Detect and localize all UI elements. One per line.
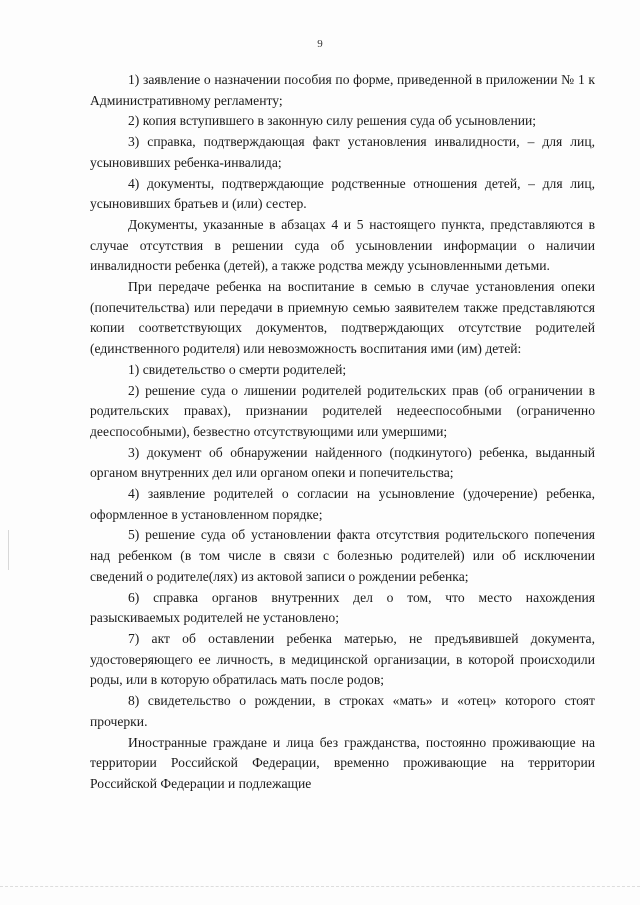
- paragraph: 2) копия вступившего в законную силу решения суда об усыновлении;: [128, 113, 537, 129]
- paragraph: 7) акт об оставлении ребенка матерью, не предъявившей документа, удостоверяющего ее личность, в медицинской организации, в которой происходили роды, или в которую обратилась мать после родов;: [90, 630, 595, 688]
- paragraph: Документы, указанные в абзацах 4 и 5 настоящего пункта, представляются в случае отсутствия в решении суда об усыновлении информации о наличии инвалидности ребенка (детей), а также родства между усыновленными детьми.: [90, 216, 595, 274]
- paragraph: 2) решение суда о лишении родителей родительских прав (об ограничении в родительских правах), признании родителей недееспособными (ограниченно дееспособными), безвестно отсутствующими или умершими;: [90, 382, 595, 439]
- paragraph: 4) заявление родителей о согласии на усыновление (удочерение) ребенка, оформленное в установленном порядке;: [90, 486, 595, 522]
- paragraph: 6) справка органов внутренних дел о том, что место нахождения разыскиваемых родителей не установлено;: [90, 589, 595, 626]
- paragraph: 3) справка, подтверждающая факт установления инвалидности, – для лиц, усыновивших ребенка-инвалида;: [90, 134, 595, 170]
- scan-footer-noise: [0, 886, 640, 889]
- paragraph: 3) документ об обнаружении найденного (подкинутого) ребенка, выданный органом внутренних дел или органом опеки и попечительства;: [90, 444, 595, 481]
- paragraph: 8) свидетельство о рождении, в строках «мать» и «отец» которого стоят прочерки.: [90, 693, 595, 729]
- page-number: 9: [317, 38, 323, 50]
- document-body: [90, 70, 595, 795]
- paragraph: 1) свидетельство о смерти родителей;: [128, 361, 347, 377]
- paragraph: 1) заявление о назначении пособия по форме, приведенной в приложении № 1 к Административному регламенту;: [90, 72, 595, 108]
- scan-margin-mark: [8, 530, 9, 570]
- paragraph: 5) решение суда об установлении факта отсутствия родительского попечения над ребенком (в том числе в связи с болезнью родителей) или об исключении сведений о родителе(лях) из актовой записи о рождении ребенка;: [90, 527, 595, 584]
- paragraph: 4) документы, подтверждающие родственные отношения детей, – для лиц, усыновивших братьев и (или) сестер.: [90, 175, 595, 212]
- paragraph: Иностранные граждане и лица без гражданства, постоянно проживающие на территории Российской Федерации, временно проживающие на территории Российской Федерации и подлежащие: [90, 734, 595, 791]
- paragraph: При передаче ребенка на воспитание в семью в случае установления опеки (попечительства) или передачи в приемную семью заявителем также представляются копии соответствующих документов, подтверждающих отсутствие родителей (единственного родителя) или невозможность воспитания ими (им) детей:: [90, 279, 595, 357]
